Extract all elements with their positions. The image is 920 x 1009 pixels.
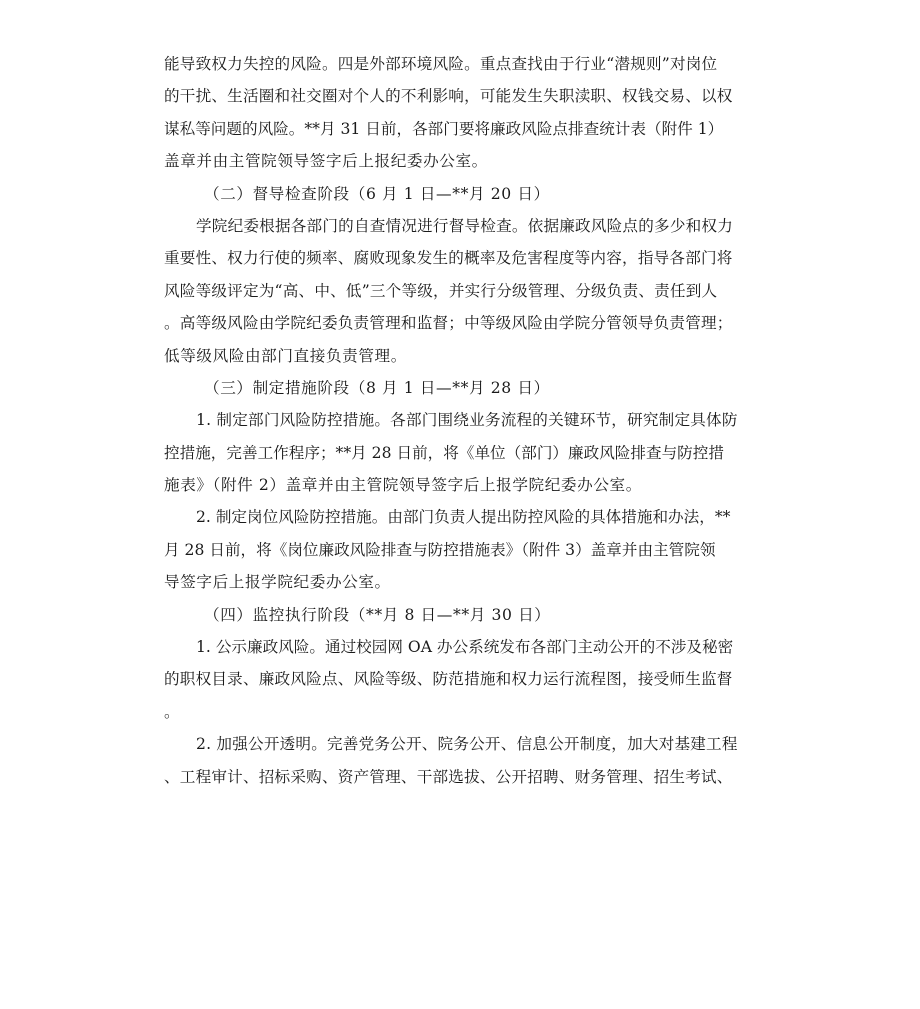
- paragraph-line: 的职权目录、廉政风险点、风险等级、防范措施和权力运行流程图，接受师生监督: [164, 670, 733, 689]
- section-heading: （四）监控执行阶段（**月 8 日—**月 30 日）: [204, 605, 551, 624]
- paragraph-line: 2. 加强公开透明。完善党务公开、院务公开、信息公开制度，加大对基建工程: [196, 735, 738, 754]
- paragraph-line: 能导致权力失控的风险。四是外部环境风险。重点查找由于行业“潜规则”对岗位: [164, 55, 718, 73]
- paragraph-line: 施表》（附件 2）盖章并由主管院领导签字后上报学院纪委办公室。: [164, 476, 642, 495]
- paragraph-line: 2. 制定岗位风险防控措施。由部门负责人提出防控风险的具体措施和办法，**: [196, 508, 731, 527]
- section-heading: （二）督导检查阶段（6 月 1 日—**月 20 日）: [204, 184, 550, 203]
- paragraph-line: 盖章并由主管院领导签字后上报纪委办公室。: [164, 152, 488, 171]
- paragraph-line: 学院纪委根据各部门的自查情况进行督导检查。依据廉政风险点的多少和权力: [196, 216, 733, 235]
- paragraph-line: 。: [164, 702, 181, 721]
- paragraph-line: 控措施，完善工作程序；**月 28 日前，将《单位（部门）廉政风险排查与防控措: [164, 443, 724, 462]
- paragraph-line: 风险等级评定为“高、中、低”三个等级，并实行分级管理、分级负责、责任到人: [164, 281, 718, 300]
- paragraph-line: 1. 制定部门风险防控措施。各部门围绕业务流程的关键环节，研究制定具体防: [196, 411, 738, 430]
- paragraph-line: 导签字后上报学院纪委办公室。: [164, 573, 391, 592]
- paragraph-line: 谋私等问题的风险。**月 31 日前，各部门要将廉政风险点排查统计表（附件 1）: [164, 119, 724, 138]
- paragraph-line: 、工程审计、招标采购、资产管理、干部选拔、公开招聘、财务管理、招生考试、: [164, 767, 733, 786]
- paragraph-line: 月 28 日前，将《岗位廉政风险排查与防控措施表》（附件 3）盖章并由主管院领: [164, 540, 716, 559]
- paragraph-line: 1. 公示廉政风险。通过校园网 OA 办公系统发布各部门主动公开的不涉及秘密: [196, 638, 734, 657]
- section-heading: （三）制定措施阶段（8 月 1 日—**月 28 日）: [204, 378, 550, 397]
- paragraph-line: 。高等级风险由学院纪委负责管理和监督；中等级风险由学院分管领导负责管理；: [164, 314, 733, 333]
- paragraph-line: 的干扰、生活圈和社交圈对个人的不利影响，可能发生失职渎职、权钱交易、以权: [164, 87, 733, 106]
- paragraph-line: 重要性、权力行使的频率、腐败现象发生的概率及危害程度等内容，指导各部门将: [164, 249, 733, 268]
- document-body: [164, 52, 756, 797]
- paragraph-line: 低等级风险由部门直接负责管理。: [164, 346, 407, 365]
